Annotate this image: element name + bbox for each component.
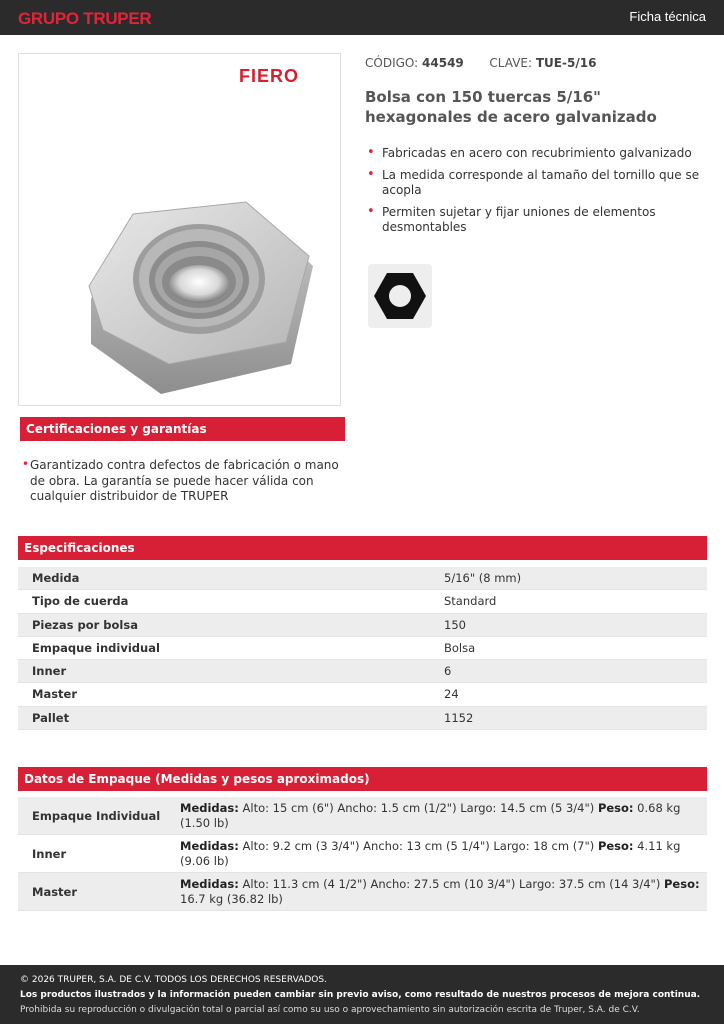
specifications-table [18, 567, 707, 730]
table-row: Inner Medidas: Alto: 9.2 cm (3 3/4") Ancho: 13 cm (5 1/4") Largo: 18 cm (7") Peso: 4.11 kg (9.06 lb) [18, 835, 707, 873]
fiero-logo: FIERO [239, 66, 300, 86]
table-row: Piezas por bolsa 150 [18, 614, 707, 637]
doc-type-label: Ficha técnica [629, 9, 706, 24]
clave-label: CLAVE: [489, 56, 533, 70]
product-photo-nut [81, 194, 321, 404]
table-row: Pallet 1152 [18, 707, 707, 730]
footer-notice: Los productos ilustrados y la información pueden cambiar sin previo aviso, como resultado de nuestros procesos de mejora continua. [20, 990, 701, 1000]
footer [0, 965, 724, 1024]
clave-value: TUE-5/16 [535, 56, 597, 70]
hex-nut-icon [372, 268, 428, 324]
table-row: Master Medidas: Alto: 11.3 cm (4 1/2") Ancho: 27.5 cm (10 3/4") Largo: 37.5 cm (14 3/4") Peso: 16.7 kg (36.82 lb) [18, 873, 707, 911]
product-codes [365, 56, 596, 70]
packaging-table [18, 797, 707, 911]
specifications-header: Especificaciones [18, 536, 707, 560]
packaging-header: Datos de Empaque (Medidas y pesos aproximados) [18, 767, 707, 791]
product-image-frame [18, 53, 341, 406]
certifications-text: • Garantizado contra defectos de fabricación o mano de obra. La garantía se puede hacer válida con cualquier distribuidor de TRUPER [22, 457, 339, 503]
feature-item: • Permiten sujetar y fijar uniones de elementos desmontables [367, 204, 656, 234]
table-row: Master 24 [18, 683, 707, 706]
feature-item: • Fabricadas en acero con recubrimiento galvanizado [367, 145, 692, 160]
table-row: Empaque Individual Medidas: Alto: 15 cm (6") Ancho: 1.5 cm (1/2") Largo: 14.5 cm (5 3/4") Peso: 0.68 kg (1.50 lb) [18, 797, 707, 835]
footer-copyright: © 2026 TRUPER, S.A. DE C.V. TODOS LOS DERECHOS RESERVADOS. [20, 975, 327, 985]
certifications-header: Certificaciones y garantías [20, 417, 345, 441]
codigo-label: CÓDIGO: [365, 56, 419, 70]
brand-logo: GRUPO TRUPER [18, 9, 152, 28]
codigo-value: 44549 [422, 56, 464, 70]
table-row: Medida 5/16" (8 mm) [18, 567, 707, 590]
top-bar [0, 0, 724, 35]
table-row: Inner 6 [18, 660, 707, 683]
product-title: Bolsa con 150 tuercas 5/16" hexagonales de acero galvanizado [365, 88, 657, 126]
table-row: Empaque individual Bolsa [18, 637, 707, 660]
feature-list [365, 146, 705, 242]
feature-item: • La medida corresponde al tamaño del tornillo que se acopla [367, 167, 700, 197]
hex-nut-icon-box [368, 264, 432, 328]
table-row: Tipo de cuerda Standard [18, 590, 707, 613]
footer-prohibition: Prohibida su reproducción o divulgación total o parcial así como su uso o aprovechamiento sin autorización escrita de Truper, S.A. de C.V. [20, 1005, 640, 1015]
